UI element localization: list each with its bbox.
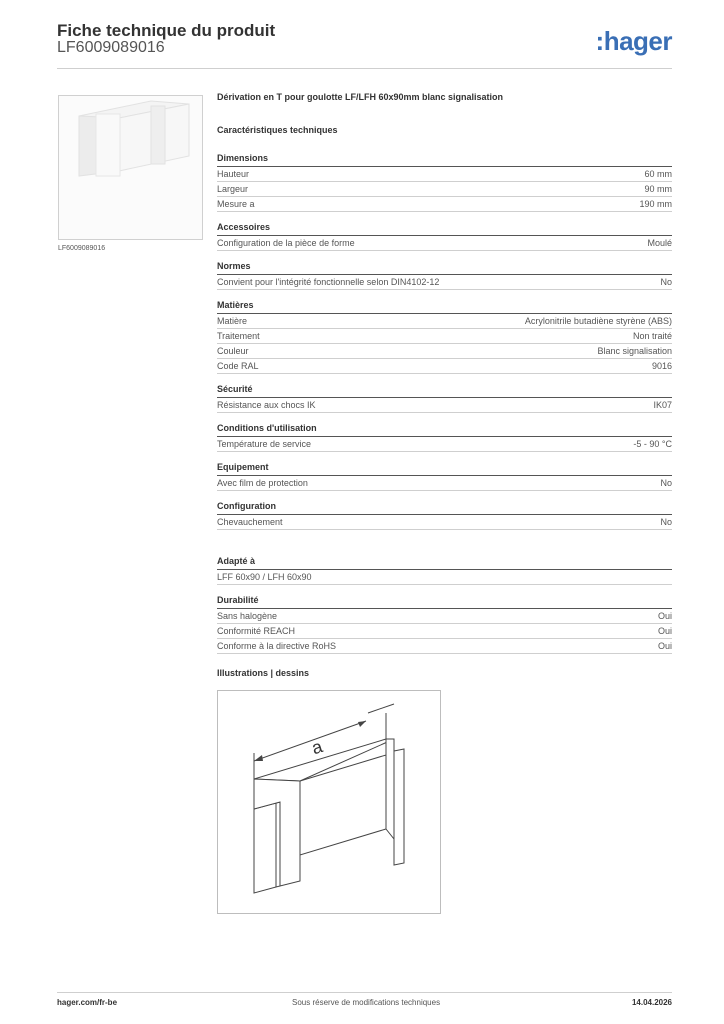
spec-section — [217, 501, 672, 530]
spec-label: Sans halogène — [217, 611, 278, 621]
spec-section — [217, 595, 672, 654]
spec-row — [217, 275, 672, 290]
spec-section — [217, 153, 672, 212]
spec-section — [217, 462, 672, 491]
dimension-label: a — [309, 736, 325, 759]
product-photo — [58, 95, 203, 240]
hager-logo: :hager — [595, 26, 672, 56]
spec-label: Convient pour l'intégrité fonctionnelle selon DIN4102-12 — [217, 277, 440, 287]
spec-row — [217, 609, 672, 624]
technical-drawing — [218, 691, 440, 913]
spec-row — [217, 624, 672, 639]
spec-label: Hauteur — [217, 169, 250, 179]
spec-row — [217, 344, 672, 359]
spec-sections-2 — [217, 556, 672, 654]
section-title: Matières — [217, 300, 672, 314]
spec-value: Oui — [657, 611, 672, 621]
spec-section — [217, 423, 672, 452]
footer-divider — [57, 992, 672, 993]
spec-row — [217, 314, 672, 329]
section-title: Configuration — [217, 501, 672, 515]
product-code: LF6009089016 — [57, 39, 165, 56]
spec-row — [217, 476, 672, 491]
footer-website: hager.com/fr-be — [57, 998, 118, 1007]
spec-label: LFF 60x90 / LFH 60x90 — [217, 572, 312, 582]
spec-label: Code RAL — [217, 361, 259, 371]
spec-row — [217, 398, 672, 413]
spec-value: No — [660, 517, 672, 527]
spec-value: No — [660, 478, 672, 488]
spec-row — [217, 359, 672, 374]
illustration-box — [217, 690, 441, 914]
illustration-title: Illustrations | dessins — [217, 668, 310, 678]
spec-label: Matière — [217, 316, 248, 326]
main-content — [217, 92, 672, 678]
spec-section — [217, 222, 672, 251]
spec-section — [217, 556, 672, 585]
spec-label: Largeur — [217, 184, 249, 194]
spec-label: Conformité REACH — [217, 626, 296, 636]
spec-label: Mesure a — [217, 199, 255, 209]
section-title: Conditions d'utilisation — [217, 423, 672, 437]
spec-value: 60 mm — [644, 169, 672, 179]
spec-row — [217, 437, 672, 452]
spec-value: 190 mm — [639, 199, 672, 209]
spec-row — [217, 329, 672, 344]
section-gap — [217, 540, 672, 556]
spec-value: -5 - 90 °C — [633, 439, 672, 449]
spec-value: Oui — [657, 641, 672, 651]
spec-row — [217, 515, 672, 530]
spec-value: Blanc signalisation — [597, 346, 672, 356]
section-title: Accessoires — [217, 222, 672, 236]
footer-disclaimer: Sous réserve de modifications techniques — [292, 998, 441, 1007]
section-title: Dimensions — [217, 153, 672, 167]
spec-section — [217, 300, 672, 374]
document-title: Fiche technique du produit — [57, 21, 276, 40]
spec-label: Couleur — [217, 346, 249, 356]
header-divider — [57, 68, 672, 69]
spec-sections — [217, 153, 672, 530]
spec-row — [217, 570, 672, 585]
spec-row — [217, 197, 672, 212]
section-title: Equipement — [217, 462, 672, 476]
spec-label: Chevauchement — [217, 517, 283, 527]
spec-value: Non traité — [632, 331, 672, 341]
spec-label: Conforme à la directive RoHS — [217, 641, 337, 651]
spec-label: Température de service — [217, 439, 312, 449]
spec-label: Résistance aux chocs IK — [217, 400, 316, 410]
section-title: Normes — [217, 261, 672, 275]
section-title: Sécurité — [217, 384, 672, 398]
section-title: Adapté à — [217, 556, 672, 570]
photo-caption: LF6009089016 — [58, 245, 106, 252]
product-title: Dérivation en T pour goulotte LF/LFH 60x90mm blanc signalisation — [217, 92, 504, 102]
spec-row — [217, 236, 672, 251]
spec-row — [217, 182, 672, 197]
spec-row — [217, 639, 672, 654]
section-title: Durabilité — [217, 595, 672, 609]
spec-label: Avec film de protection — [217, 478, 308, 488]
spec-value: Oui — [657, 626, 672, 636]
spec-row — [217, 167, 672, 182]
spec-label: Configuration de la pièce de forme — [217, 238, 355, 248]
spec-value: 90 mm — [644, 184, 672, 194]
footer-date: 14.04.2026 — [631, 998, 672, 1007]
spec-value: Moulé — [647, 238, 672, 248]
spec-value: IK07 — [653, 400, 672, 410]
characteristics-title: Caractéristiques techniques — [217, 125, 338, 135]
spec-section — [217, 261, 672, 290]
spec-value: No — [660, 277, 672, 287]
spec-value: 9016 — [651, 361, 672, 371]
product-photo-drawing — [59, 96, 202, 239]
spec-section — [217, 384, 672, 413]
spec-label: Traitement — [217, 331, 260, 341]
spec-value: Acrylonitrile butadiène styrène (ABS) — [524, 316, 672, 326]
